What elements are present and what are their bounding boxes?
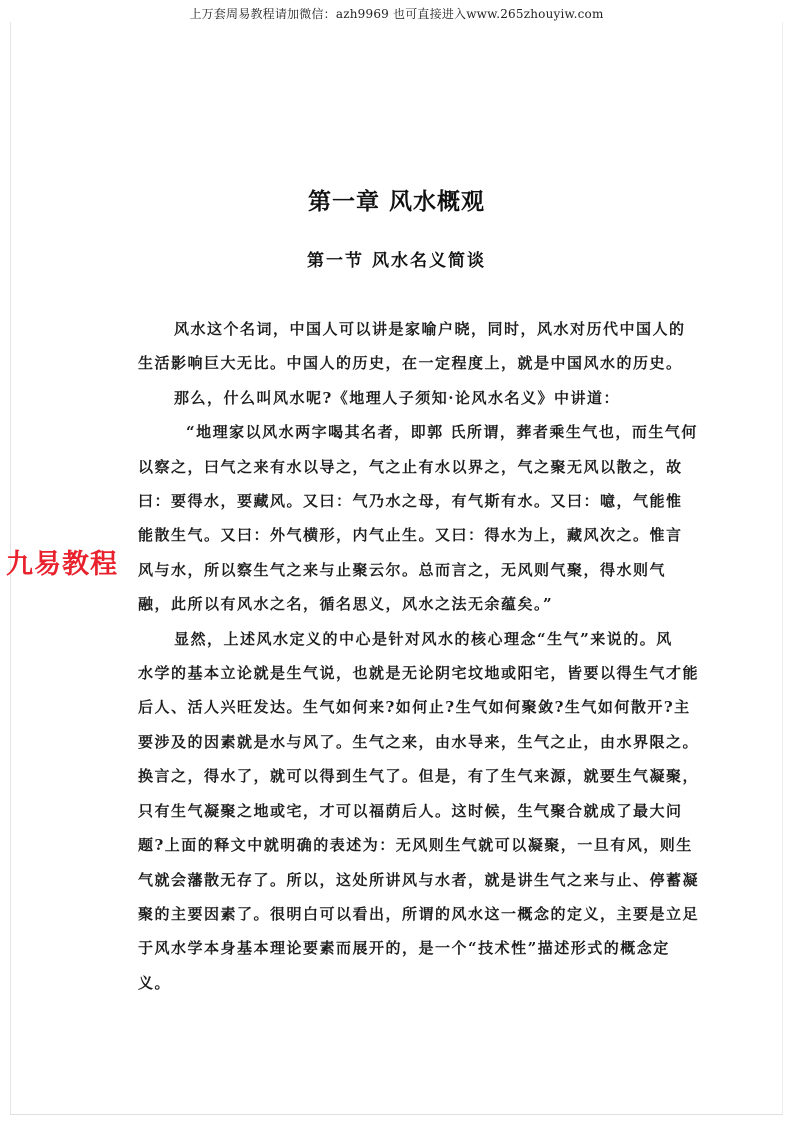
text-line: 以察之，曰气之来有水以导之，气之止有水以界之，气之聚无风以散之，故 <box>138 457 683 476</box>
text-line: 于风水学本身基本理论要素而展开的，是一个“技术性”描述形式的概念定 <box>138 939 670 958</box>
text-line: 风与水，所以察生气之来与止聚云尔。总而言之，无风则气聚，得水则气 <box>138 560 667 579</box>
text-line: 风水这个名词，中国人可以讲是家喻户晓，同时，风水对历代中国人的 <box>174 320 686 338</box>
text-line: 水学的基本立论就是生气说，也就是无论阴宅坟地或阳宅，皆要以得生气才能 <box>138 664 700 683</box>
text-line: 后人、活人兴旺发达。生气如何来?如何止?生气如何聚敛?生气如何散开?主 <box>138 698 691 717</box>
watermark-logo: 九易教程 <box>6 549 118 580</box>
text-line: 那么，什么叫风水呢?《地理人子须知·论风水名义》中讲道： <box>174 388 621 407</box>
text-line: 生活影响巨大无比。中国人的历史，在一定程度上，就是中国风水的历史。 <box>138 354 683 373</box>
body-text <box>138 312 700 1000</box>
text-line: 只有生气凝聚之地或宅，才可以福荫后人。这时候，生气聚合就成了最大问 <box>138 801 683 820</box>
text-line: 融，此所以有风水之名，循名思义，风水之法无余蕴矣。” <box>138 595 554 614</box>
text-line: 题?上面的释文中就明确的表述为：无风则生气就可以凝聚，一旦有风，则生 <box>138 836 693 855</box>
text-line: 能散生气。又曰：外气横形，内气止生。又曰：得水为上，藏风次之。惟言 <box>138 526 683 545</box>
text-line: “地理家以风水两字喝其名者，即郭 氏所谓，葬者乘生气也，而生气何 <box>186 423 698 442</box>
text-line: 聚的主要因素了。很明白可以看出，所谓的风水这一概念的定义，主要是立足 <box>138 904 700 923</box>
text-line: 曰：要得水，要藏风。又曰：气乃水之母，有气斯有水。又曰：噫，气能惟 <box>138 492 683 511</box>
section-title: 第一节 风水名义简谈 <box>307 251 486 271</box>
top-banner: 上万套周易教程请加微信：azh9969 也可直接进入www.265zhouyiw.com <box>189 7 604 21</box>
text-line: 显然，上述风水定义的中心是针对风水的核心理念“生气”来说的。风 <box>174 629 673 648</box>
text-line: 义。 <box>138 973 172 992</box>
text-line: 要涉及的因素就是水与风了。生气之来，由水导来，生气之止，由水界限之。 <box>138 732 700 751</box>
text-line: 气就会藩散无存了。所以，这处所讲风与水者，就是讲生气之来与止、停蓄凝 <box>138 870 700 889</box>
chapter-title: 第一章 风水概观 <box>307 189 485 215</box>
text-line: 换言之，得水了，就可以得到生气了。但是，有了生气来源，就要生气凝聚， <box>138 767 700 786</box>
